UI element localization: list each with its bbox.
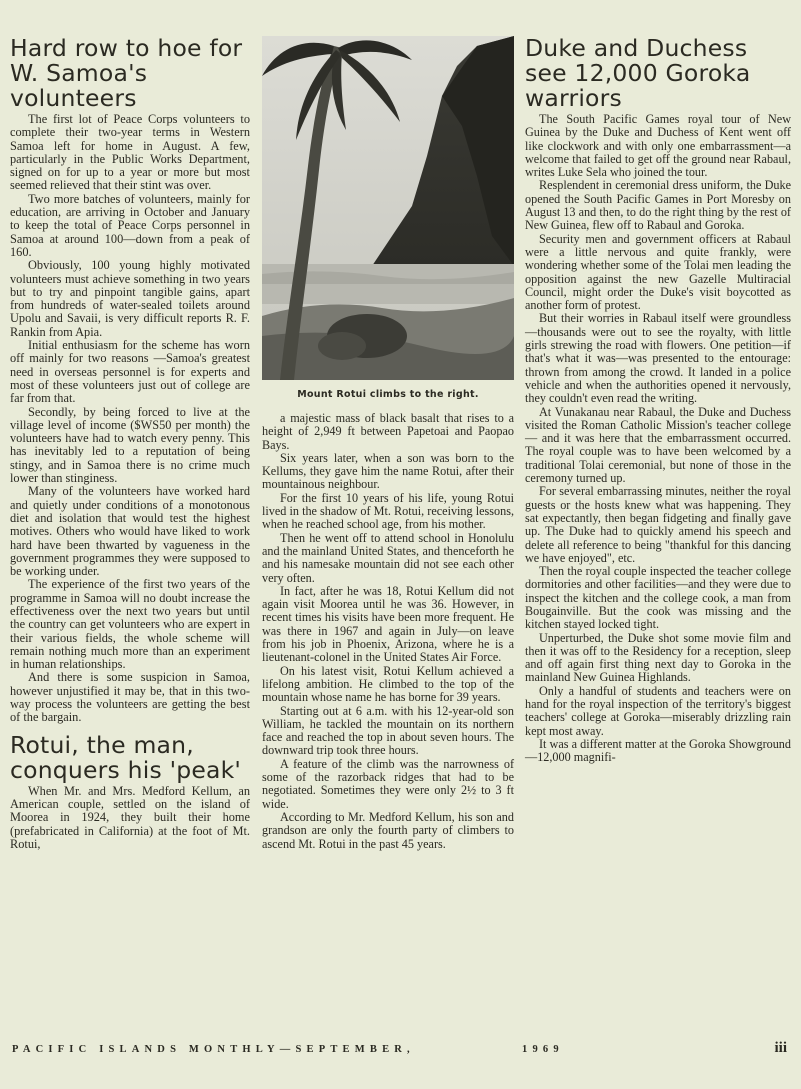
article-paragraph: Two more batches of volunteers, mainly for education, are arriving in October and January to keep the total of Peace Corps personnel in Samoa at around 100—down from a peak of 160. [10, 191, 250, 259]
article-paragraph: Resplendent in ceremonial dress uniform, the Duke opened the South Pacific Games in Port Moresby on August 13 and then, to do the right thing by the rest of New Guinea, flew off to Rabaul and Goroka. [525, 178, 791, 233]
article-paragraph: Secondly, by being forced to live at the village level of income ($WS50 per month) the volunteers have had to watch every penny. This has inevitably led to a reputation of being stingy, and in Samoa there is no crime much lower than stinginess. [10, 404, 250, 486]
article-duke-duchess [525, 36, 791, 765]
article-rotui [10, 730, 250, 851]
article-paragraph: Six years later, when a son was born to the Kellums, they gave him the name Rotui, after their mountainous neighbour. [262, 450, 514, 492]
article-paragraph: Many of the volunteers have worked hard and quietly under conditions of a monotonous diet and isolation that would test the highest motives. Others who would have liked to work hard have been thwarted by vagueness in the government programmes they were supposed to be working under. [10, 484, 250, 579]
article-paragraph: It was a different matter at the Goroka Showground—12,000 magnifi- [525, 736, 791, 765]
column-right [525, 36, 791, 765]
article-paragraph: Only a handful of students and teachers were on hand for the royal inspection of the territory's biggest teachers' college at Goroka—miserably drizzling rain kept most away. [525, 683, 791, 738]
photo-caption: Mount Rotui climbs to the right. [297, 389, 479, 400]
article-body [10, 785, 250, 851]
article-paragraph: When Mr. and Mrs. Medford Kellum, an American couple, settled on the island of Moorea in 1924, they built their home (prefabricated in California) at the foot of Mt. Rotui, [10, 783, 250, 851]
article-paragraph: The experience of the first two years of the programme in Samoa will no doubt increase the effectiveness over the next two years but until the country can get volunteers who are expert in their various fields, the whole scheme will remain nothing much more than an experiment in human relationships. [10, 577, 250, 672]
article-paragraph: Security men and government officers at Rabaul were a little nervous and quite frankly, were wondering whether some of the Tolai men leading the opposition against the new Gazelle Multiracial Council, might order the Duke's visit boycotted as another form of protest. [525, 231, 791, 313]
article-paragraph: A feature of the climb was the narrowness of some of the razorback ridges that had to be negotiated. Sometimes they were only 2½ to 3 ft wide. [262, 756, 514, 811]
article-paragraph: But their worries in Rabaul itself were groundless—thousands were out to see the royalty, with little girls strewing the road with flowers. One petition—if that's what it was—was presented to the entourage: thrown from among the crowd. It landed in a police vehicle and when the authorities opened it nervously, they couldn't even read the writing. [525, 311, 791, 406]
article-paragraph: Initial enthusiasm for the scheme has worn off mainly for two reasons —Samoa's greatest need in overseas personnel is for experts and most of these volunteers just out of college are far from that. [10, 338, 250, 406]
column-middle [262, 36, 514, 851]
article-rotui-continued [262, 412, 514, 851]
article-paragraph: In fact, after he was 18, Rotui Kellum did not again visit Moorea until he was 36. However, in recent times his visits have been more frequent. He was there in 1967 and again in July—on leave from his job in Phoenix, Arizona, where he is a lieutenant-colonel in the United States Air Force. [262, 583, 514, 665]
article-paragraph: For several embarrassing minutes, neither the royal guests or the hosts knew what was happening. They sat expectantly, then began fidgeting and finally gave up. The Duke had to quickly amend his speech and delete all reference to being "thankful for this dancing we have enjoyed", etc. [525, 484, 791, 565]
article-body [525, 113, 791, 765]
issue-year: 1969 [522, 1044, 564, 1055]
article-body [262, 412, 514, 851]
column-left [10, 36, 250, 851]
article-paragraph: For the first 10 years of his life, young Rotui lived in the shadow of Mt. Rotui, receiving lessons, when he reached school age, from his mother. [262, 490, 514, 532]
article-paragraph: The South Pacific Games royal tour of New Guinea by the Duke and Duchess of Kent went off like clockwork and with only one embarrassment—a welcome that failed to get off the ground near Rabaul, writes Luke Sela who joined the tour. [525, 112, 791, 180]
article-samoa-volunteers [10, 36, 250, 725]
article-paragraph: Starting out at 6 a.m. with his 12-year-old son William, he tackled the mountain on its northern face and reached the top in about seven hours. The downward trip took three hours. [262, 703, 514, 758]
article-paragraph: At Vunakanau near Rabaul, the Duke and Duchess visited the Roman Catholic Mission's teacher college— and it was here that the embarrassment occurred. The royal couple was to have been welcomed by a traditional Tolai ceremonial, but none of those in the ceremony turned up. [525, 404, 791, 486]
article-paragraph: Then he went off to attend school in Honolulu and the mainland United States, and thenceforth he and his namesake mountain did not see each other very often. [262, 530, 514, 585]
article-headline: Rotui, the man, conquers his 'peak' [10, 730, 242, 784]
page-footer [12, 1040, 787, 1060]
article-paragraph: Obviously, 100 young highly motivated volunteers must achieve something in two years but to try and pinpoint tangible gains, apart from hundreds of water-sealed toilets around Upolu and Savaii, is very difficult reports R. F. Rankin from Apia. [10, 258, 250, 339]
article-paragraph: According to Mr. Medford Kellum, his son and grandson are only the fourth party of climbers to ascend Mt. Rotui in the past 45 years. [262, 809, 514, 851]
article-paragraph: On his latest visit, Rotui Kellum achieved a lifelong ambition. He climbed to the top of the mountain whose name he has borne for 39 years. [262, 663, 514, 705]
article-paragraph: a majestic mass of black basalt that rises to a height of 2,949 ft between Papetoai and Paopao Bays. [262, 411, 514, 452]
article-paragraph: Then the royal couple inspected the teacher college dormitories and other facilities—and they were due to inspect the kitchen and the college cook, a man from Bougainville. But the cook was missing and the kitchen stayed locked tight. [525, 564, 791, 632]
page-number: iii [774, 1040, 787, 1056]
article-paragraph: The first lot of Peace Corps volunteers to complete their two-year terms in Western Samoa left for home in August. A few, particularly in the Public Works Department, signed on for up to a year or more but most seemed relieved that their stint was over. [10, 112, 250, 193]
article-headline: Hard row to hoe for W. Samoa's volunteers [10, 34, 243, 112]
article-paragraph: Unperturbed, the Duke shot some movie film and then it was off to the Residency for a reception, sleep and off again first thing next day to Goroka in the mainland New Guinea Highlands. [525, 630, 791, 685]
article-body [10, 113, 250, 725]
article-paragraph: And there is some suspicion in Samoa, however unjustified it may be, that in this two-way process the volunteers are getting the best of the bargain. [10, 670, 250, 725]
article-headline: Duke and Duchess see 12,000 Goroka warriors [525, 34, 751, 112]
mount-rotui-image [262, 36, 514, 380]
magazine-name: PACIFIC ISLANDS MONTHLY—SEPTEMBER, [12, 1044, 415, 1055]
mount-rotui-photo [262, 36, 514, 380]
